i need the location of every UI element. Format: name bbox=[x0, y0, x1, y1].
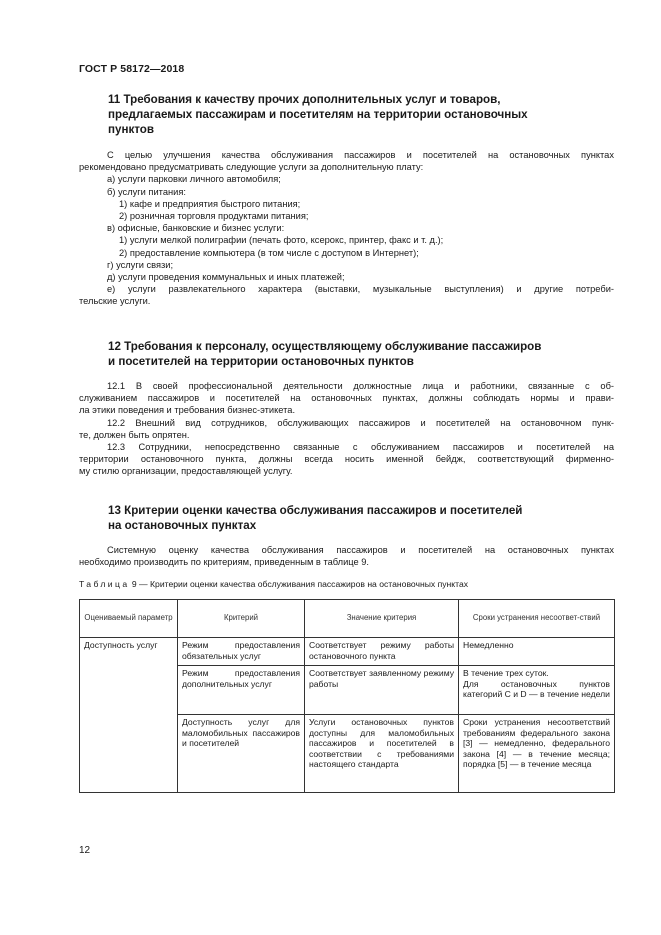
criterion-cell: Режим предоставления дополнительных услуг bbox=[178, 666, 305, 715]
table-row bbox=[80, 638, 615, 666]
title-line: 13 Критерии оценки качества обслуживания пассажиров и посетителей bbox=[108, 504, 523, 517]
title-line: 12 Требования к персоналу, осуществляющему обслуживание пассажиров bbox=[108, 340, 542, 353]
paragraph-line: 12.2 Внешний вид сотрудников, обслуживающих пассажиров и посетителей на остановочном пунк- bbox=[107, 417, 614, 428]
paragraph-line: 12.3 Сотрудники, непосредственно связанные с обслуживанием пассажиров и посетителей на bbox=[107, 442, 614, 453]
list-item: 1) кафе и предприятия быстрого питания; bbox=[119, 198, 301, 209]
deadline-line: Для остановочных пунктов категорий С и D — в течение недели bbox=[463, 678, 610, 700]
section-12-body bbox=[79, 380, 614, 478]
deadline-cell bbox=[459, 715, 615, 793]
value-cell: Соответствует заявленному режиму работы bbox=[305, 666, 459, 715]
criterion-cell: Доступность услуг для маломобильных пассажиров и посетителей bbox=[178, 715, 305, 793]
paragraph-line: территории остановочного пункта, должны всегда носить именной бейдж, соответствующий фирменно- bbox=[79, 454, 614, 465]
title-line: на остановочных пунктах bbox=[108, 519, 257, 532]
intro-line: Системную оценку качества обслуживания пассажиров и посетителей на остановочных пунктах bbox=[107, 545, 614, 555]
intro-line: С целью улучшения качества обслуживания пассажиров и посетителей на остановочных пунктах bbox=[107, 150, 614, 160]
list-item: 2) предоставление компьютера (в том числе с доступом в Интернет); bbox=[119, 247, 419, 258]
header-deadline: Сроки устранения несоответ-ствий bbox=[459, 600, 615, 638]
table-row bbox=[80, 715, 615, 793]
value-cell: Услуги остановочных пунктов доступны для маломобильных пассажиров и посетителей в соответствии с требованиями настоящего стандарта bbox=[305, 715, 459, 793]
criterion-cell: Режим предоставления обязательных услуг bbox=[178, 638, 305, 666]
paragraph-line: 12.1 В своей профессиональной деятельности должностные лица и работники, связанные с об- bbox=[107, 381, 614, 391]
section-13-title bbox=[108, 503, 613, 533]
list-item: б) услуги питания: bbox=[107, 186, 186, 197]
list-item: д) услуги проведения коммунальных и иных платежей; bbox=[107, 272, 345, 283]
caption-text: 9 — Критерии оценки качества обслуживания пассажиров на остановочных пунктах bbox=[129, 579, 469, 589]
parameter-cell-empty bbox=[80, 666, 178, 715]
section-13-body bbox=[79, 544, 614, 568]
title-line: и посетителей на территории остановочных пунктов bbox=[108, 355, 414, 368]
parameter-cell-empty bbox=[80, 715, 178, 793]
header-parameter: Оцениваемый параметр bbox=[80, 600, 178, 638]
value-cell: Соответствует режиму работы остановочного пункта bbox=[305, 638, 459, 666]
standard-id: ГОСТ Р 58172—2018 bbox=[79, 63, 185, 75]
deadline-cell bbox=[459, 638, 615, 666]
paragraph-line: служиванием пассажиров и посетителей на остановочных пунктах, должны соблюдать нормы и прави- bbox=[79, 393, 614, 404]
list-item: г) услуги связи; bbox=[107, 259, 174, 270]
list-item: в) офисные, банковские и бизнес услуги: bbox=[107, 223, 285, 234]
paragraph-line: му стилю организации, предоставляющей услугу. bbox=[79, 466, 293, 477]
paragraph-line: ла этики поведения и требования бизнес-этикета. bbox=[79, 405, 296, 416]
section-12-title bbox=[108, 339, 613, 369]
list-item: 2) розничная торговля продуктами питания; bbox=[119, 211, 309, 222]
deadline-line: Сроки устранения несоответствий требованиям федерального закона [3] — немедленно, федерального закона [4] — в течение месяца; порядка [5] — в течение месяца bbox=[463, 717, 610, 770]
parameter-cell: Доступность услуг bbox=[80, 638, 178, 666]
list-item: а) услуги парковки личного автомобиля; bbox=[107, 174, 281, 185]
table-header-row bbox=[80, 600, 615, 638]
page-number: 12 bbox=[79, 845, 91, 856]
header-criterion: Критерий bbox=[178, 600, 305, 638]
deadline-line: Немедленно bbox=[463, 640, 514, 650]
table-row bbox=[80, 666, 615, 715]
title-line: 11 Требования к качеству прочих дополнительных услуг и товаров, bbox=[108, 93, 501, 106]
caption-label: Таблица bbox=[79, 579, 130, 589]
section-11-body bbox=[79, 149, 614, 308]
header-value: Значение критерия bbox=[305, 600, 459, 638]
section-11-title bbox=[108, 92, 613, 137]
title-line: предлагаемых пассажирам и посетителям на территории остановочных bbox=[108, 108, 528, 121]
deadline-line: В течение трех суток. bbox=[463, 668, 549, 678]
list-item: 1) услуги мелкой полиграфии (печать фото, ксерокс, принтер, факс и т. д.); bbox=[119, 235, 444, 246]
intro-line: рекомендовано предусматривать следующие услуги за дополнительную плату: bbox=[79, 162, 424, 173]
intro-line: необходимо производить по критериям, приведенным в таблице 9. bbox=[79, 557, 370, 568]
list-item: тельские услуги. bbox=[79, 296, 151, 307]
title-line: пунктов bbox=[108, 123, 154, 136]
table-caption bbox=[79, 579, 468, 589]
paragraph-line: те, должен быть опрятен. bbox=[79, 429, 190, 440]
list-item: е) услуги развлекательного характера (выставки, музыкальные выступления) и другие потреби- bbox=[107, 284, 614, 295]
criteria-table bbox=[79, 599, 615, 793]
deadline-cell bbox=[459, 666, 615, 715]
